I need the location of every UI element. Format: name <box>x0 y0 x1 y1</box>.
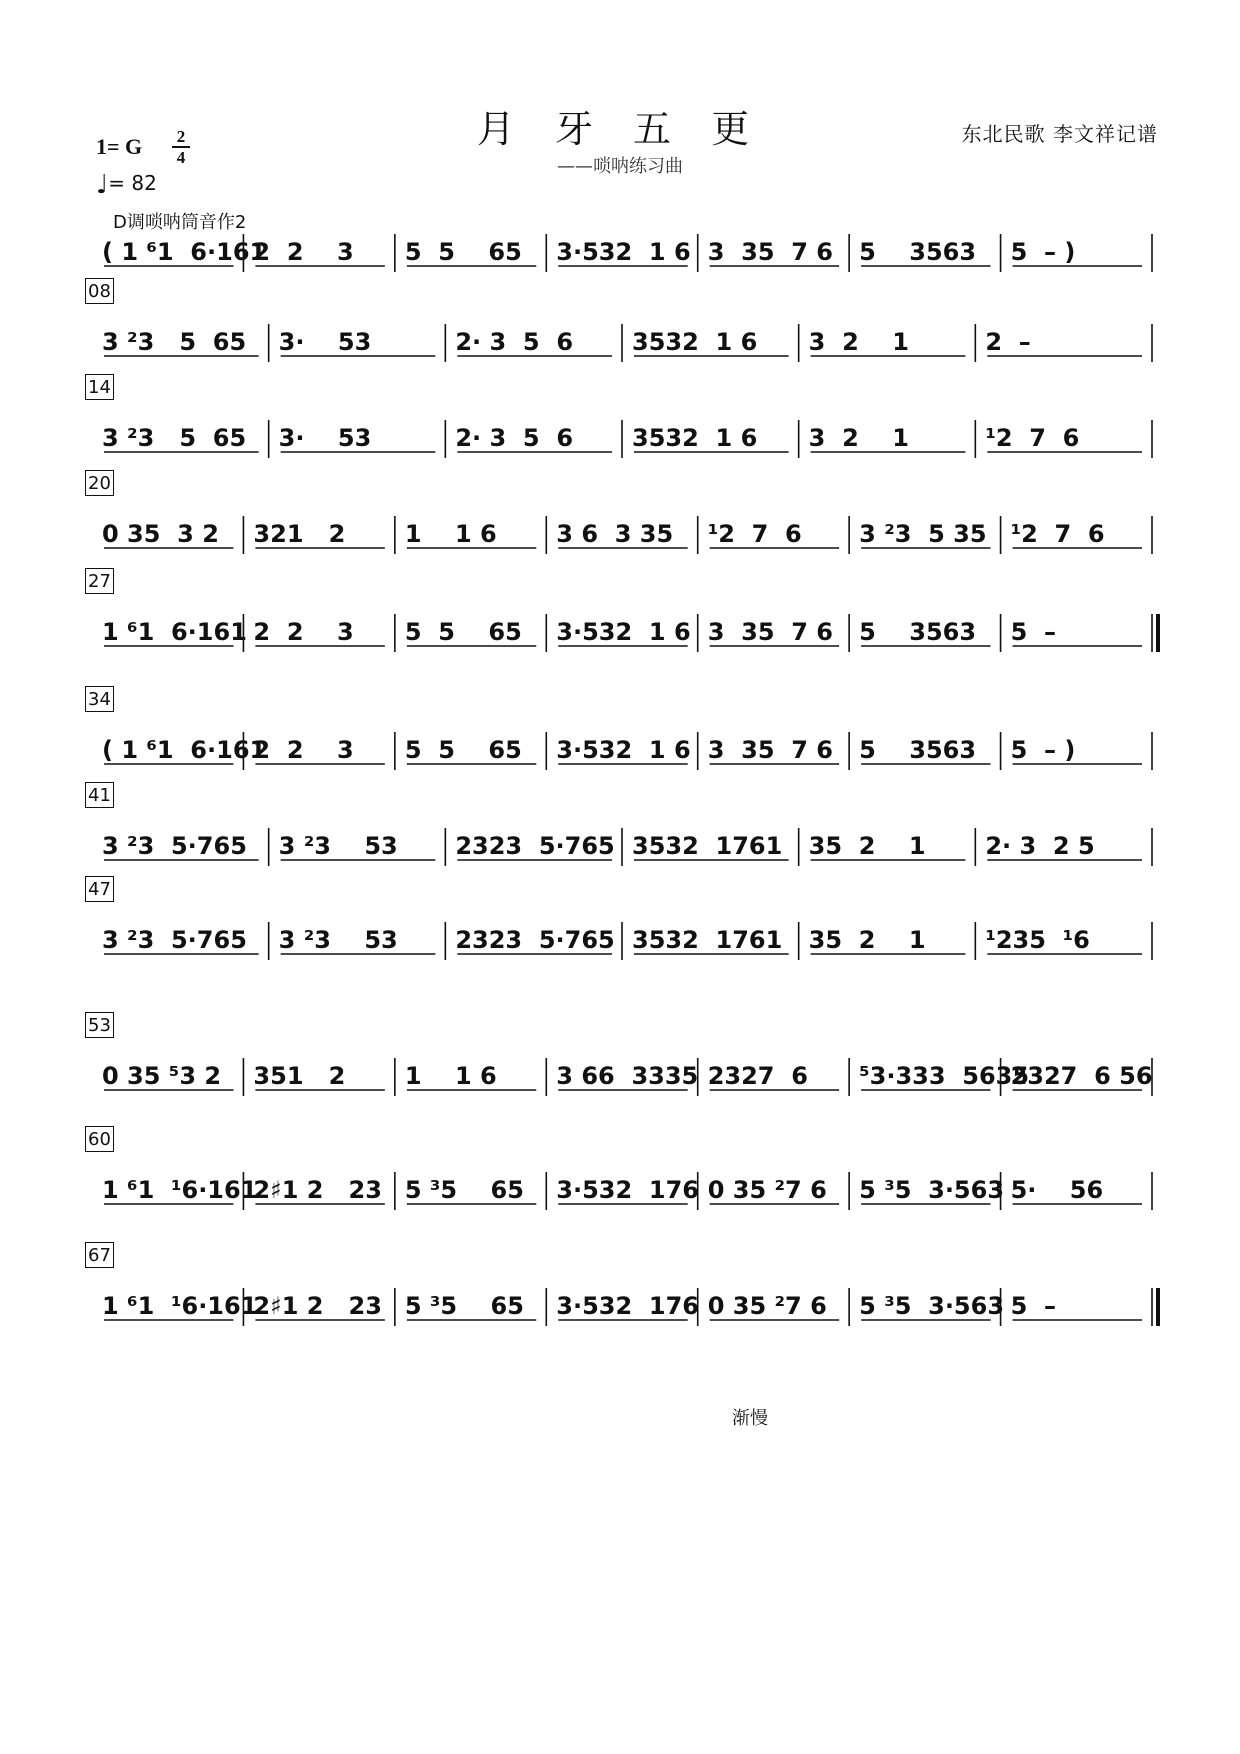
measure: 0 35 ²7 6 <box>707 1292 827 1320</box>
score-system <box>0 568 1240 678</box>
measure: 2 2 3 <box>253 618 354 646</box>
measure: 5 ³5 65 <box>404 1292 524 1320</box>
notation-svg <box>0 1274 1240 1344</box>
measure: 0 35 ⁵3 2 <box>102 1062 222 1090</box>
rehearsal-number: 27 <box>85 568 114 594</box>
instrument-note: D调唢呐筒音作2 <box>113 212 247 233</box>
measure: ( 1 ⁶1 6·161 <box>102 736 267 764</box>
notation-svg <box>0 310 1240 380</box>
measure: 3 35 7 6 <box>707 238 833 266</box>
time-numerator: 2 <box>176 127 186 146</box>
notation-svg <box>0 908 1240 978</box>
time-denominator: 4 <box>176 148 186 167</box>
measure: 321 2 <box>253 520 346 548</box>
quarter-note-icon: ♩ <box>96 170 109 200</box>
measure: 3·532 1 6 <box>556 618 691 646</box>
rehearsal-number: 67 <box>85 1242 114 1268</box>
measure: 1 1 6 <box>404 1062 497 1090</box>
measure: 3 66 3335 <box>556 1062 699 1090</box>
measure: ¹2 7 6 <box>1010 520 1105 548</box>
measure: 3532 1761 <box>632 832 783 860</box>
measure: 3· 53 <box>278 328 372 356</box>
measure: 1 ⁶1 ¹6·161 <box>102 1176 258 1204</box>
page-subtitle: ——唢呐练习曲 <box>557 156 683 177</box>
score-system <box>0 1242 1240 1352</box>
measure: 1 ⁶1 6·161 <box>102 618 247 646</box>
score-system <box>0 686 1240 796</box>
measure: 0 35 ²7 6 <box>707 1176 827 1204</box>
measure: 5 5 65 <box>404 238 522 266</box>
measure: 3 6 3 35 <box>556 520 674 548</box>
rehearsal-number: 34 <box>85 686 114 712</box>
measure: 35 2 1 <box>808 926 926 954</box>
measure: 3 ²3 53 <box>278 926 398 954</box>
measure: ¹2 7 6 <box>707 520 802 548</box>
measure: 3·532 176 <box>556 1176 700 1204</box>
measure: 5 3563 <box>859 618 977 646</box>
rehearsal-number: 60 <box>85 1126 114 1152</box>
measure: 3 ²3 5 35 <box>859 520 987 548</box>
measure: 5 3563 <box>859 736 977 764</box>
notation-svg <box>0 1044 1240 1114</box>
measure: 5 5 65 <box>404 618 522 646</box>
notation-line <box>0 718 1240 788</box>
measure: ¹2 7 6 <box>985 424 1080 452</box>
rehearsal-number: 20 <box>85 470 114 496</box>
measure: 0 35 3 2 <box>102 520 219 548</box>
measure: 2 – <box>985 328 1031 356</box>
measure: 3 ²3 5·765 <box>102 926 247 954</box>
measure: 351 2 <box>253 1062 346 1090</box>
score-system <box>0 278 1240 388</box>
notation-svg <box>0 600 1240 670</box>
measure: 3 ²3 53 <box>278 832 398 860</box>
measure: 3·532 176 <box>556 1292 700 1320</box>
score-system <box>0 470 1240 580</box>
notation-svg <box>0 1158 1240 1228</box>
measure: 3 2 1 <box>808 328 909 356</box>
measure: 5 – <box>1010 618 1056 646</box>
measure: 3· 53 <box>278 424 372 452</box>
notation-line <box>0 814 1240 884</box>
measure: 2 2 3 <box>253 736 354 764</box>
score-system <box>0 1012 1240 1122</box>
measure: 3·532 1 6 <box>556 238 691 266</box>
measure: 5 ³5 3·563 <box>859 1176 1005 1204</box>
measure: 3532 1 6 <box>632 328 758 356</box>
score-system <box>0 1126 1240 1236</box>
measure: 2· 3 2 5 <box>985 832 1095 860</box>
measure: 3532 1 6 <box>632 424 758 452</box>
measure: 5 3563 <box>859 238 977 266</box>
measure: ⁵3·333 5635 <box>859 1062 1030 1090</box>
score-system <box>0 374 1240 484</box>
measure: 2323 5·765 <box>455 832 615 860</box>
measure: 5 ³5 65 <box>404 1176 524 1204</box>
notation-svg <box>0 406 1240 476</box>
notation-svg <box>0 718 1240 788</box>
notation-line <box>0 310 1240 380</box>
tempo-change: 渐慢 <box>732 1408 768 1429</box>
page-title: 月 牙 五 更 <box>476 107 764 151</box>
measure: 5 – ) <box>1010 736 1076 764</box>
measure: 2· 3 5 6 <box>455 328 574 356</box>
measure: 3532 1761 <box>632 926 783 954</box>
measure: 5 – ) <box>1010 238 1076 266</box>
measure: 35 2 1 <box>808 832 926 860</box>
measure: 2♯1 2 23 <box>253 1292 382 1320</box>
measure: 5 5 65 <box>404 736 522 764</box>
notation-svg <box>0 814 1240 884</box>
measure: 3 ²3 5 65 <box>102 424 247 452</box>
notation-line <box>0 1158 1240 1228</box>
notation-line <box>0 502 1240 572</box>
measure: 5 ³5 3·563 <box>859 1292 1005 1320</box>
tempo-value: = 82 <box>108 171 157 195</box>
score-system <box>0 876 1240 986</box>
rehearsal-number: 53 <box>85 1012 114 1038</box>
measure: 2327 6 56 <box>1010 1062 1153 1090</box>
notation-line <box>0 406 1240 476</box>
attribution: 东北民歌 李文祥记谱 <box>961 122 1158 146</box>
rehearsal-number: 08 <box>85 278 114 304</box>
notation-line <box>0 908 1240 978</box>
measure: 5 – <box>1010 1292 1056 1320</box>
measure: 3 35 7 6 <box>707 736 833 764</box>
rehearsal-number: 14 <box>85 374 114 400</box>
notation-line <box>0 1274 1240 1344</box>
measure: 3 ²3 5 65 <box>102 328 247 356</box>
notation-svg <box>0 502 1240 572</box>
measure: ¹235 ¹6 <box>985 926 1090 954</box>
measure: 2327 6 <box>707 1062 808 1090</box>
measure: 2· 3 5 6 <box>455 424 574 452</box>
notation-line <box>0 1044 1240 1114</box>
measure: 3 ²3 5·765 <box>102 832 247 860</box>
time-signature <box>170 128 192 166</box>
measure: 3 35 7 6 <box>707 618 833 646</box>
measure: 2 2 3 <box>253 238 354 266</box>
measure: ( 1 ⁶1 6·161 <box>102 238 267 266</box>
rehearsal-number: 47 <box>85 876 114 902</box>
key-signature: 1= G <box>96 134 143 159</box>
measure: 1 1 6 <box>404 520 497 548</box>
measure: 3 2 1 <box>808 424 909 452</box>
measure: 1 ⁶1 ¹6·161 <box>102 1292 258 1320</box>
measure: 3·532 1 6 <box>556 736 691 764</box>
measure: 2323 5·765 <box>455 926 615 954</box>
measure: 2♯1 2 23 <box>253 1176 382 1204</box>
rehearsal-number: 41 <box>85 782 114 808</box>
measure: 5· 56 <box>1010 1176 1104 1204</box>
notation-line <box>0 600 1240 670</box>
